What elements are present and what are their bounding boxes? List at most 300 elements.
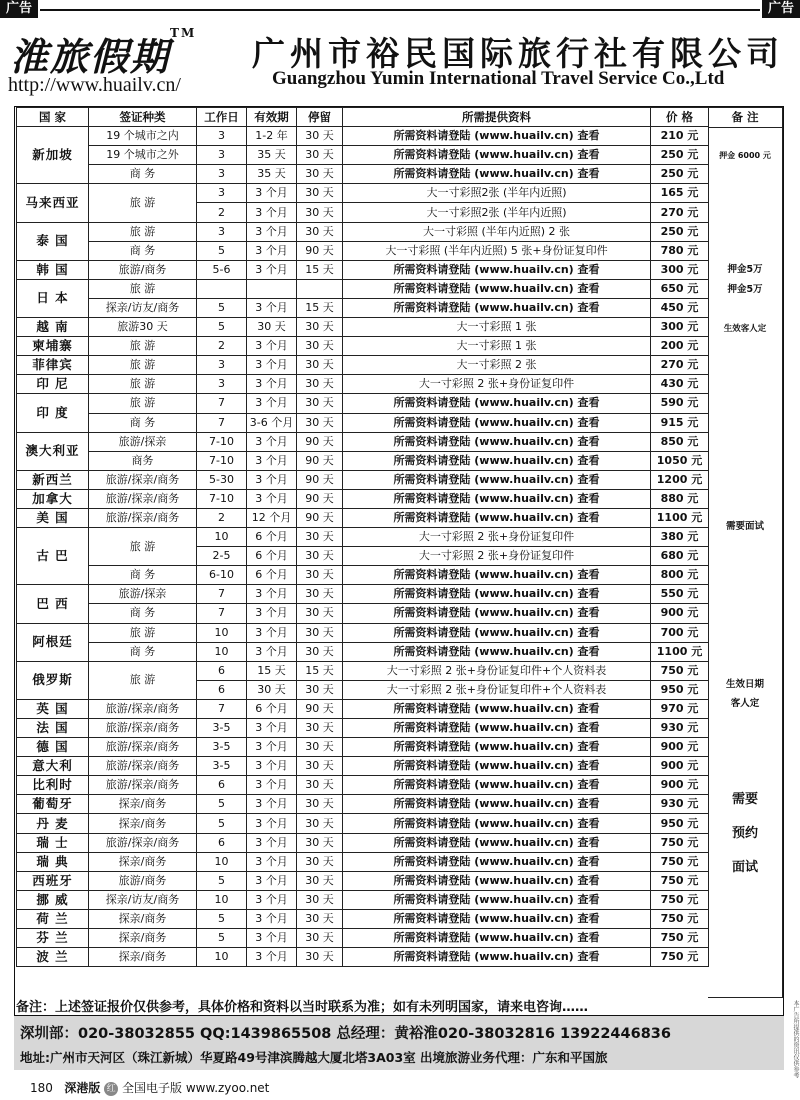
visa-type-cell: 旅游/探亲/商务 (89, 489, 197, 508)
requirements-cell: 所需资料请登陆 (www.huailv.cn) 查看 (343, 642, 651, 661)
country-cell: 法 国 (17, 719, 89, 738)
validity-cell: 3 个月 (247, 184, 297, 203)
visa-type-cell: 商 务 (89, 241, 197, 260)
requirements-cell: 所需资料请登陆 (www.huailv.cn) 查看 (343, 165, 651, 184)
requirements-cell: 所需资料请登陆 (www.huailv.cn) 查看 (343, 489, 651, 508)
price-cell: 1100 元 (651, 642, 709, 661)
visa-type-cell: 旅游/探亲/商务 (89, 776, 197, 795)
validity-cell: 3 个月 (247, 776, 297, 795)
column-header: 工作日 (197, 108, 247, 127)
requirements-cell: 所需资料请登陆 (www.huailv.cn) 查看 (343, 852, 651, 871)
validity-cell: 3 个月 (247, 432, 297, 451)
side-disclaimer: 本广告所提供的资讯仅供参考 (792, 1000, 799, 1078)
country-cell: 古 巴 (17, 528, 89, 585)
price-cell: 300 元 (651, 260, 709, 279)
remark-vietnam: 生效客人定 (723, 324, 767, 334)
remark-deposit-japan: 押金5万 (727, 284, 763, 295)
stay-cell: 90 天 (297, 432, 343, 451)
working-days-cell: 10 (197, 852, 247, 871)
requirements-cell: 大一寸彩照 2 张+身份证复印件 (343, 547, 651, 566)
stay-cell: 30 天 (297, 127, 343, 146)
country-cell: 日 本 (17, 279, 89, 317)
table-row (17, 871, 709, 890)
remark-europe-2: 预约 (731, 826, 758, 841)
stay-cell: 30 天 (297, 547, 343, 566)
stay-cell: 30 天 (297, 413, 343, 432)
working-days-cell: 5 (197, 814, 247, 833)
country-cell: 英 国 (17, 699, 89, 718)
validity-cell: 3 个月 (247, 642, 297, 661)
visa-type-cell: 探亲/商务 (89, 929, 197, 948)
price-cell: 680 元 (651, 547, 709, 566)
table-row (17, 566, 709, 585)
table-row (17, 814, 709, 833)
requirements-cell: 所需资料请登陆 (www.huailv.cn) 查看 (343, 279, 651, 298)
price-cell: 450 元 (651, 298, 709, 317)
stay-cell: 90 天 (297, 241, 343, 260)
column-header: 有效期 (247, 108, 297, 127)
working-days-cell: 3 (197, 222, 247, 241)
validity-cell: 3 个月 (247, 222, 297, 241)
working-days-cell: 5 (197, 241, 247, 260)
page-number: 180 (30, 1081, 53, 1095)
country-cell: 波 兰 (17, 948, 89, 967)
validity-cell: 3 个月 (247, 871, 297, 890)
validity-cell: 35 天 (247, 165, 297, 184)
column-header: 所需提供资料 (343, 108, 651, 127)
price-cell: 750 元 (651, 909, 709, 928)
price-cell: 900 元 (651, 776, 709, 795)
country-cell: 印 尼 (17, 375, 89, 394)
requirements-cell: 大一寸彩照 2 张+身份证复印件+个人资料表 (343, 661, 651, 680)
working-days-cell: 6 (197, 833, 247, 852)
validity-cell: 3 个月 (247, 489, 297, 508)
price-cell: 550 元 (651, 585, 709, 604)
working-days-cell: 3 (197, 127, 247, 146)
visa-type-cell: 探亲/商务 (89, 909, 197, 928)
visa-type-cell: 旅 游 (89, 528, 197, 566)
visa-type-cell: 探亲/访友/商务 (89, 298, 197, 317)
price-cell: 250 元 (651, 222, 709, 241)
visa-type-cell: 探亲/访友/商务 (89, 890, 197, 909)
table-row (17, 508, 709, 527)
table-row (17, 604, 709, 623)
visa-type-cell: 商 务 (89, 413, 197, 432)
validity-cell (247, 279, 297, 298)
table-row (17, 833, 709, 852)
working-days-cell: 2 (197, 337, 247, 356)
stay-cell: 30 天 (297, 146, 343, 165)
table-row (17, 146, 709, 165)
visa-type-cell: 旅游30 天 (89, 318, 197, 337)
visa-type-cell: 旅游/探亲/商务 (89, 508, 197, 527)
price-cell: 900 元 (651, 757, 709, 776)
validity-cell: 3 个月 (247, 241, 297, 260)
requirements-cell: 所需资料请登陆 (www.huailv.cn) 查看 (343, 814, 651, 833)
working-days-cell: 3 (197, 356, 247, 375)
working-days-cell: 5-6 (197, 260, 247, 279)
table-row (17, 795, 709, 814)
requirements-cell: 所需资料请登陆 (www.huailv.cn) 查看 (343, 260, 651, 279)
requirements-cell: 所需资料请登陆 (www.huailv.cn) 查看 (343, 833, 651, 852)
country-cell: 西班牙 (17, 871, 89, 890)
stay-cell: 30 天 (297, 795, 343, 814)
stay-cell: 30 天 (297, 165, 343, 184)
requirements-cell: 大一寸彩照 2 张 (343, 356, 651, 375)
table-row (17, 165, 709, 184)
visa-type-cell: 商 务 (89, 642, 197, 661)
website-url[interactable]: http://www.huailv.cn/ (8, 74, 181, 96)
remark-usa: 需要面试 (725, 521, 764, 532)
company-name-cn: 广州市裕民国际旅行社有限公司 (252, 34, 784, 73)
stay-cell: 30 天 (297, 642, 343, 661)
visa-type-cell: 探亲/商务 (89, 795, 197, 814)
address-line: 地址:广州市天河区（珠江新城）华夏路49号津滨腾越大厦北塔3A03室 出境旅游业务代理：广东和平国旅 (20, 1050, 608, 1065)
visa-type-cell: 探亲/商务 (89, 948, 197, 967)
visa-type-cell: 19 个城市之内 (89, 127, 197, 146)
working-days-cell: 6 (197, 776, 247, 795)
validity-cell: 3 个月 (247, 604, 297, 623)
validity-cell: 3 个月 (247, 356, 297, 375)
price-cell: 750 元 (651, 948, 709, 967)
site-link[interactable]: 全国电子版 www.zyoo.net (122, 1081, 270, 1095)
stay-cell: 30 天 (297, 757, 343, 776)
table-row (17, 661, 709, 680)
requirements-cell: 所需资料请登陆 (www.huailv.cn) 查看 (343, 757, 651, 776)
requirements-cell: 大一寸彩照 2 张+身份证复印件 (343, 528, 651, 547)
requirements-cell: 所需资料请登陆 (www.huailv.cn) 查看 (343, 127, 651, 146)
working-days-cell: 10 (197, 642, 247, 661)
footnote: 备注：上述签证报价仅供参考，具体价格和资料以当时联系为准；如有未列明国家，请来电咨询…… (16, 1000, 589, 1015)
country-cell: 葡萄牙 (17, 795, 89, 814)
visa-type-cell: 商务 (89, 451, 197, 470)
price-cell: 950 元 (651, 680, 709, 699)
table-row (17, 279, 709, 298)
stay-cell: 30 天 (297, 871, 343, 890)
price-cell: 650 元 (651, 279, 709, 298)
stay-cell: 30 天 (297, 852, 343, 871)
table-header-row (17, 108, 709, 127)
remark-deposit-korea: 押金5万 (727, 264, 763, 275)
requirements-cell: 所需资料请登陆 (www.huailv.cn) 查看 (343, 470, 651, 489)
working-days-cell: 7 (197, 699, 247, 718)
table-row (17, 222, 709, 241)
validity-cell: 3 个月 (247, 470, 297, 489)
validity-cell: 3 个月 (247, 375, 297, 394)
table-row (17, 699, 709, 718)
stay-cell: 90 天 (297, 699, 343, 718)
working-days-cell: 7 (197, 585, 247, 604)
requirements-cell: 所需资料请登陆 (www.huailv.cn) 查看 (343, 776, 651, 795)
country-cell: 瑞 士 (17, 833, 89, 852)
table-row (17, 413, 709, 432)
requirements-cell: 所需资料请登陆 (www.huailv.cn) 查看 (343, 298, 651, 317)
table-row (17, 585, 709, 604)
ad-label-right: 广告 (762, 0, 800, 18)
table-row (17, 852, 709, 871)
country-cell: 印 度 (17, 394, 89, 432)
requirements-cell: 所需资料请登陆 (www.huailv.cn) 查看 (343, 604, 651, 623)
working-days-cell: 5 (197, 298, 247, 317)
price-cell: 210 元 (651, 127, 709, 146)
requirements-cell: 所需资料请登陆 (www.huailv.cn) 查看 (343, 413, 651, 432)
trademark: TM (170, 26, 197, 40)
visa-type-cell: 19 个城市之外 (89, 146, 197, 165)
table-row (17, 489, 709, 508)
edition-badge: 红 (104, 1082, 118, 1096)
table-row (17, 642, 709, 661)
table-row (17, 318, 709, 337)
working-days-cell: 3 (197, 184, 247, 203)
remark-russia-1: 生效日期 (725, 679, 764, 690)
table-row (17, 260, 709, 279)
country-cell: 丹 麦 (17, 814, 89, 833)
price-cell: 380 元 (651, 528, 709, 547)
price-cell: 970 元 (651, 699, 709, 718)
requirements-cell: 所需资料请登陆 (www.huailv.cn) 查看 (343, 623, 651, 642)
table-row (17, 241, 709, 260)
validity-cell: 3 个月 (247, 852, 297, 871)
validity-cell: 30 天 (247, 318, 297, 337)
requirements-cell: 大一寸彩照 (半年内近照) 2 张 (343, 222, 651, 241)
price-cell: 1200 元 (651, 470, 709, 489)
company-name-en: Guangzhou Yumin International Travel Service Co.,Ltd (272, 68, 725, 89)
country-cell: 韩 国 (17, 260, 89, 279)
price-cell: 250 元 (651, 146, 709, 165)
working-days-cell (197, 279, 247, 298)
country-cell: 俄罗斯 (17, 661, 89, 699)
working-days-cell: 5 (197, 795, 247, 814)
visa-type-cell: 旅 游 (89, 394, 197, 413)
table-row (17, 890, 709, 909)
validity-cell: 3 个月 (247, 623, 297, 642)
visa-type-cell: 旅 游 (89, 279, 197, 298)
requirements-cell: 所需资料请登陆 (www.huailv.cn) 查看 (343, 394, 651, 413)
stay-cell: 30 天 (297, 375, 343, 394)
stay-cell: 90 天 (297, 489, 343, 508)
visa-type-cell: 旅游/探亲/商务 (89, 833, 197, 852)
price-cell: 250 元 (651, 165, 709, 184)
remarks-column (708, 107, 783, 998)
stay-cell: 30 天 (297, 833, 343, 852)
country-cell: 柬埔寨 (17, 337, 89, 356)
requirements-cell: 所需资料请登陆 (www.huailv.cn) 查看 (343, 909, 651, 928)
visa-type-cell: 探亲/商务 (89, 814, 197, 833)
table-row (17, 184, 709, 203)
requirements-cell: 所需资料请登陆 (www.huailv.cn) 查看 (343, 871, 651, 890)
working-days-cell: 5 (197, 909, 247, 928)
remark-europe-1: 需要 (731, 792, 758, 807)
stay-cell: 30 天 (297, 623, 343, 642)
working-days-cell: 10 (197, 623, 247, 642)
price-cell: 270 元 (651, 356, 709, 375)
stay-cell: 30 天 (297, 222, 343, 241)
validity-cell: 3 个月 (247, 203, 297, 222)
country-cell: 新加坡 (17, 127, 89, 184)
working-days-cell: 10 (197, 890, 247, 909)
price-cell: 1100 元 (651, 508, 709, 527)
requirements-cell: 所需资料请登陆 (www.huailv.cn) 查看 (343, 719, 651, 738)
stay-cell: 30 天 (297, 719, 343, 738)
contact-line: 深圳部：020-38032855 QQ:1439865508 总经理：黄裕淮020-38032816 13922446836 (20, 1026, 671, 1042)
table-row (17, 432, 709, 451)
working-days-cell: 3 (197, 165, 247, 184)
price-cell: 750 元 (651, 890, 709, 909)
price-cell: 950 元 (651, 814, 709, 833)
country-cell: 马来西亚 (17, 184, 89, 222)
stay-cell: 90 天 (297, 451, 343, 470)
country-cell: 荷 兰 (17, 909, 89, 928)
price-cell: 900 元 (651, 738, 709, 757)
requirements-cell: 大一寸彩照2张 (半年内近照) (343, 203, 651, 222)
requirements-cell: 所需资料请登陆 (www.huailv.cn) 查看 (343, 432, 651, 451)
stay-cell: 30 天 (297, 929, 343, 948)
table-row (17, 298, 709, 317)
table-row (17, 948, 709, 967)
visa-type-cell: 旅 游 (89, 661, 197, 699)
price-cell: 300 元 (651, 318, 709, 337)
working-days-cell: 7-10 (197, 489, 247, 508)
working-days-cell: 3-5 (197, 757, 247, 776)
visa-type-cell: 旅 游 (89, 222, 197, 241)
visa-type-cell: 旅游/探亲/商务 (89, 699, 197, 718)
validity-cell: 3 个月 (247, 757, 297, 776)
page-footer (30, 1079, 269, 1096)
remark-deposit-6000: 押金 6000 元 (719, 151, 771, 160)
validity-cell: 6 个月 (247, 547, 297, 566)
validity-cell: 3 个月 (247, 909, 297, 928)
ad-label-left: 广告 (0, 0, 38, 18)
working-days-cell: 5 (197, 871, 247, 890)
edition-label: 深港版 (64, 1081, 101, 1095)
country-cell: 美 国 (17, 508, 89, 527)
price-cell: 930 元 (651, 795, 709, 814)
table-row (17, 738, 709, 757)
visa-type-cell: 旅游/探亲/商务 (89, 470, 197, 489)
requirements-cell: 大一寸彩照 1 张 (343, 337, 651, 356)
price-cell: 750 元 (651, 833, 709, 852)
working-days-cell: 6 (197, 680, 247, 699)
price-cell: 880 元 (651, 489, 709, 508)
requirements-cell: 大一寸彩照 2 张+身份证复印件+个人资料表 (343, 680, 651, 699)
stay-cell: 30 天 (297, 680, 343, 699)
country-cell: 比利时 (17, 776, 89, 795)
working-days-cell: 5 (197, 929, 247, 948)
working-days-cell: 2 (197, 203, 247, 222)
visa-type-cell: 旅 游 (89, 337, 197, 356)
table-row (17, 719, 709, 738)
stay-cell: 30 天 (297, 356, 343, 375)
working-days-cell: 5-30 (197, 470, 247, 489)
stay-cell: 30 天 (297, 909, 343, 928)
price-cell: 430 元 (651, 375, 709, 394)
working-days-cell: 7 (197, 413, 247, 432)
validity-cell: 6 个月 (247, 528, 297, 547)
requirements-cell: 大一寸彩照 2 张+身份证复印件 (343, 375, 651, 394)
table-row (17, 623, 709, 642)
price-cell: 930 元 (651, 719, 709, 738)
table-row (17, 356, 709, 375)
requirements-cell: 所需资料请登陆 (www.huailv.cn) 查看 (343, 508, 651, 527)
stay-cell: 30 天 (297, 738, 343, 757)
column-header: 价 格 (651, 108, 709, 127)
stay-cell: 30 天 (297, 776, 343, 795)
price-cell: 1050 元 (651, 451, 709, 470)
working-days-cell: 10 (197, 528, 247, 547)
working-days-cell: 3-5 (197, 738, 247, 757)
validity-cell: 15 天 (247, 661, 297, 680)
visa-type-cell: 商 务 (89, 604, 197, 623)
country-cell: 芬 兰 (17, 929, 89, 948)
visa-type-cell: 旅游/探亲 (89, 585, 197, 604)
validity-cell: 3 个月 (247, 260, 297, 279)
table-row (17, 127, 709, 146)
price-cell: 270 元 (651, 203, 709, 222)
validity-cell: 3 个月 (247, 337, 297, 356)
working-days-cell: 6 (197, 661, 247, 680)
validity-cell: 3 个月 (247, 929, 297, 948)
column-header: 停留 (297, 108, 343, 127)
visa-type-cell: 旅游/探亲/商务 (89, 738, 197, 757)
working-days-cell: 7-10 (197, 432, 247, 451)
working-days-cell: 5 (197, 318, 247, 337)
stay-cell: 30 天 (297, 337, 343, 356)
visa-type-cell: 旅游/探亲/商务 (89, 719, 197, 738)
country-cell: 德 国 (17, 738, 89, 757)
validity-cell: 3 个月 (247, 833, 297, 852)
visa-type-cell: 商 务 (89, 165, 197, 184)
stay-cell (297, 279, 343, 298)
stay-cell: 90 天 (297, 470, 343, 489)
requirements-cell: 所需资料请登陆 (www.huailv.cn) 查看 (343, 738, 651, 757)
country-cell: 加拿大 (17, 489, 89, 508)
contact-bar (14, 1016, 784, 1070)
stay-cell: 15 天 (297, 661, 343, 680)
remark-europe-3: 面试 (731, 860, 758, 875)
validity-cell: 6 个月 (247, 699, 297, 718)
price-cell: 850 元 (651, 432, 709, 451)
requirements-cell: 所需资料请登陆 (www.huailv.cn) 查看 (343, 451, 651, 470)
validity-cell: 6 个月 (247, 566, 297, 585)
country-cell: 阿根廷 (17, 623, 89, 661)
price-cell: 750 元 (651, 929, 709, 948)
working-days-cell: 7-10 (197, 451, 247, 470)
stay-cell: 30 天 (297, 814, 343, 833)
visa-type-cell: 旅游/探亲/商务 (89, 757, 197, 776)
column-header: 国 家 (17, 108, 89, 127)
validity-cell: 3 个月 (247, 451, 297, 470)
requirements-cell: 所需资料请登陆 (www.huailv.cn) 查看 (343, 948, 651, 967)
price-cell: 750 元 (651, 852, 709, 871)
visa-type-cell: 旅 游 (89, 623, 197, 642)
validity-cell: 3 个月 (247, 890, 297, 909)
price-cell: 165 元 (651, 184, 709, 203)
stay-cell: 30 天 (297, 184, 343, 203)
requirements-cell: 大一寸彩照2张 (半年内近照) (343, 184, 651, 203)
working-days-cell: 2 (197, 508, 247, 527)
stay-cell: 30 天 (297, 203, 343, 222)
table-row (17, 528, 709, 547)
table-row (17, 451, 709, 470)
table-row (17, 337, 709, 356)
stay-cell: 30 天 (297, 318, 343, 337)
validity-cell: 1-2 年 (247, 127, 297, 146)
requirements-cell: 所需资料请登陆 (www.huailv.cn) 查看 (343, 795, 651, 814)
table-row (17, 394, 709, 413)
stay-cell: 30 天 (297, 604, 343, 623)
country-cell: 瑞 典 (17, 852, 89, 871)
visa-type-cell: 旅游/商务 (89, 260, 197, 279)
